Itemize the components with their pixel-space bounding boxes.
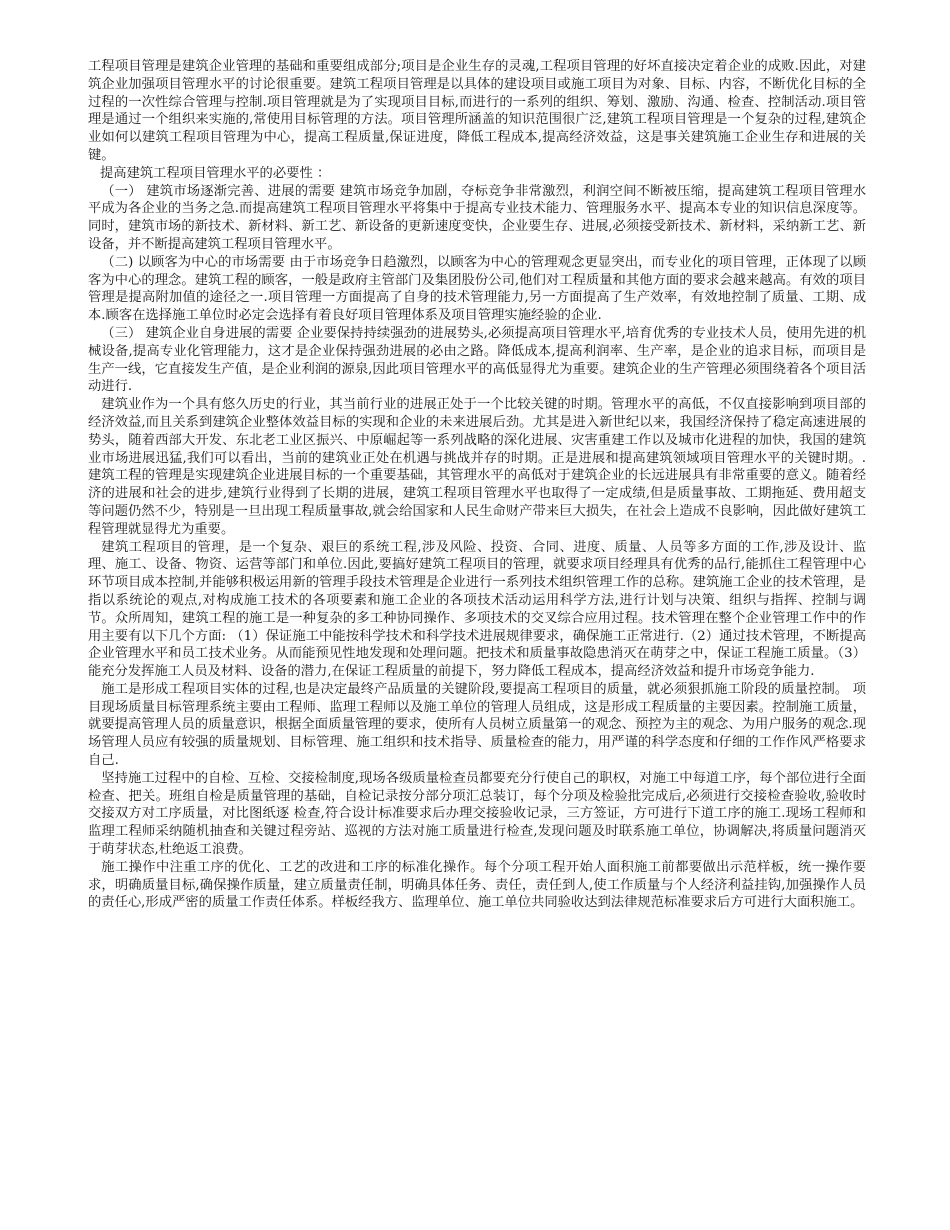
paragraph-5: 建筑工程项目的管理，是一个复杂、艰巨的系统工程,涉及风险、投资、合同、进度、质量、人员等多方面的工作,涉及设计、监理、施工、设备、物资、运营等部门和单位.因此,要搞好建筑工程项目的管理，就要求项目经理具有优秀的品行,能抓住工程管理中心环节项目成本控制,并能够积极运用新的管理手段技术管理是企业进行一系列技术组织管理工作的总称。建筑施工企业的技术管理，是指以系统论的观点,对构成施工技术的各项要素和施工企业的各项技术活动运用科学方法,进行计划与决策、组织与指挥、控制与调节。众所周知，建筑工程的施工是一种复杂的多工种协同操作、多项技术的交叉综合应用过程。技术管理在整个企业管理工作中的作用主要有以下几个方面: （1）保证施工中能按科学技术和科学技术进展规律要求，确保施工正常进行.（2）通过技术管理，不断提高企业管理水平和员工技术业务。从而能预见性地发现和处理问题。把技术和质量事故隐患消灭在萌芽之中，保证工程施工质量。（3）能充分发挥施工人员及材料、设备的潜力,在保证工程质量的前提下，努力降低工程成本，提高经济效益和提升市场竞争能力. bbox=[88, 539, 866, 680]
section-heading: 提高建筑工程项目管理水平的必要性 ： bbox=[100, 165, 331, 181]
intro-paragraph: 工程项目管理是建筑企业管理的基础和重要组成部分;项目是企业生存的灵魂,工程项目管理的好坏直接决定着企业的成败.因此，对建筑企业加强项目管理水平的讨论很重要。建筑工程项目管理是以具体的建设项目或施工项目为对象、目标、内容，不断优化目标的全过程的一次性综合管理与控制.项目管理就是为了实现项目目标,而进行的一系列的组织、筹划、激励、沟通、检查、控制活动.项目管理是通过一个组织来实施的,常使用目标管理的方法。项目管理所涵盖的知识范围很广泛,建筑工程项目管理是一个复杂的过程,建筑企业如何以建筑工程项目管理为中心，提高工程质量,保证进度，降低工程成本,提高经济效益，这是事关建筑施工企业生存和进展的关键。 bbox=[88, 59, 866, 163]
paragraph-2: （二) 以顾客为中心的市场需要 由于市场竞争日趋激烈，以顾客为中心的管理观念更显突出，而专业化的项目管理，正体现了以顾客为中心的理念。建筑工程的顾客，一般是政府主管部门及集团股份公司,他们对工程质量和其他方面的要求会越来越高。有效的项目管理是提高附加值的途径之一.项目管理一方面提高了自身的技术管理能力,另一方面提高了生产效率，有效地控制了质量、工期、成本.顾客在选择施工单位时必定会选择有着良好项目管理体系及项目管理实施经验的企业. bbox=[88, 254, 866, 324]
paragraph-6: 施工是形成工程项目实体的过程,也是决定最终产品质量的关键阶段,要提高工程项目的质量，就必须狠抓施工阶段的质量控制。 项目现场质量目标管理系统主要由工程师、监理工程师以及施工单位的管理人员组成，这是形成工程质量的主要因素。控制施工质量，就要提高管理人员的质量意识，根据全面质量管理的要求，使所有人员树立质量第一的观念、预控为主的观念、为用户服务的观念.现场管理人员应有较强的质量规划、目标管理、施工组织和技术指导、质量检查的能力，用严谨的科学态度和仔细的工作作风严格要求自己. bbox=[88, 681, 866, 769]
paragraph-8: 施工操作中注重工序的优化、工艺的改进和工序的标准化操作。每个分项工程开始人面积施工前都要做出示范样板，统一操作要求，明确质量目标,确保操作质量，建立质量责任制，明确具体任务、责任，责任到人,使工作质量与个人经济利益挂钩,加强操作人员的责任心,形成严密的质量工作责任体系。样板经我方、监理单位、施工单位共同验收达到法律规范标准要求后方可进行大面积施工。 bbox=[88, 859, 866, 911]
paragraph-7: 坚持施工过程中的自检、互检、交接检制度,现场各级质量检查员都要充分行使自己的职权，对施工中每道工序，每个部位进行全面检查、把关。班组自检是质量管理的基础，自检记录按分部分项汇总装订，每个分项及检验批完成后,必须进行交接检查验收,验收时交接双方对工序质量，对比图纸逐 检查,符合设计标准要求后办理交接验收记录，三方签证，方可进行下道工序的施工.现场工程师和监理工程师采纳随机抽查和关键过程旁站、巡视的方法对施工质量进行检查,发现问题及时联系施工单位，协调解决,将质量问题消灭于萌芽状态,杜绝返工浪费。 bbox=[88, 770, 866, 858]
paragraph-3: （三） 建筑企业自身进展的需要 企业要保持持续强劲的进展势头,必须提高项目管理水平,培育优秀的专业技术人员，使用先进的机械设备,提高专业化管理能力，这才是企业保持强劲进展的必由之路。降低成本,提高利润率、生产率，是企业的追求目标，而项目是生产一线，它直接发生产值，是企业利润的源泉,因此项目管理水平的高低显得尤为重要。建筑企业的生产管理必须围绕着各个项目活动进行. bbox=[88, 325, 866, 395]
paragraph-1: （一） 建筑市场逐渐完善、进展的需要 建筑市场竞争加剧，夺标竞争非常激烈，利润空间不断被压缩，提高建筑工程项目管理水平成为各企业的当务之急.而提高建筑工程项目管理水平将集中于提高专业技术能力、管理服务水平、提高本专业的知识信息深度等。同时，建筑市场的新技术、新材料、新工艺、新设备的更新速度变快，企业要生存、进展,必须接受新技术、新材料，采纳新工艺、新设备，并不断提高建筑工程项目管理水平。 bbox=[88, 183, 866, 252]
paragraph-4: 建筑业作为一个具有悠久历史的行业，其当前行业的进展正处于一个比较关键的时期。管理水平的高低，不仅直接影响到项目部的经济效益,而且关系到建筑企业整体效益目标的实现和企业的未来进展后劲。尤其是进入新世纪以来，我国经济保持了稳定高速进展的势头，随着西部大开发、东北老工业区振兴、中原崛起等一系列战略的深化进展、灾害重建工作以及城市化进程的加快，我国的建筑业市场进展迅猛,我们可以看出，当前的建筑业正处在机遇与挑战并存的时期。正是进展和提高建筑领域项目管理水平的关键时期。.建筑工程的管理是实现建筑企业进展目标的一个重要基础，其管理水平的高低对于建筑企业的长远进展具有非常重要的意义。随着经济的进展和社会的进步,建筑行业得到了长期的进展，建筑工程项目管理水平也取得了一定成绩,但是质量事故、工期拖延、费用超支等问题仍然不少，特别是一旦出现工程质量事故,就会给国家和人民生命财产带来巨大损失，在社会上造成不良影响，因此做好建筑工程管理就显得尤为重要。 bbox=[88, 397, 866, 537]
